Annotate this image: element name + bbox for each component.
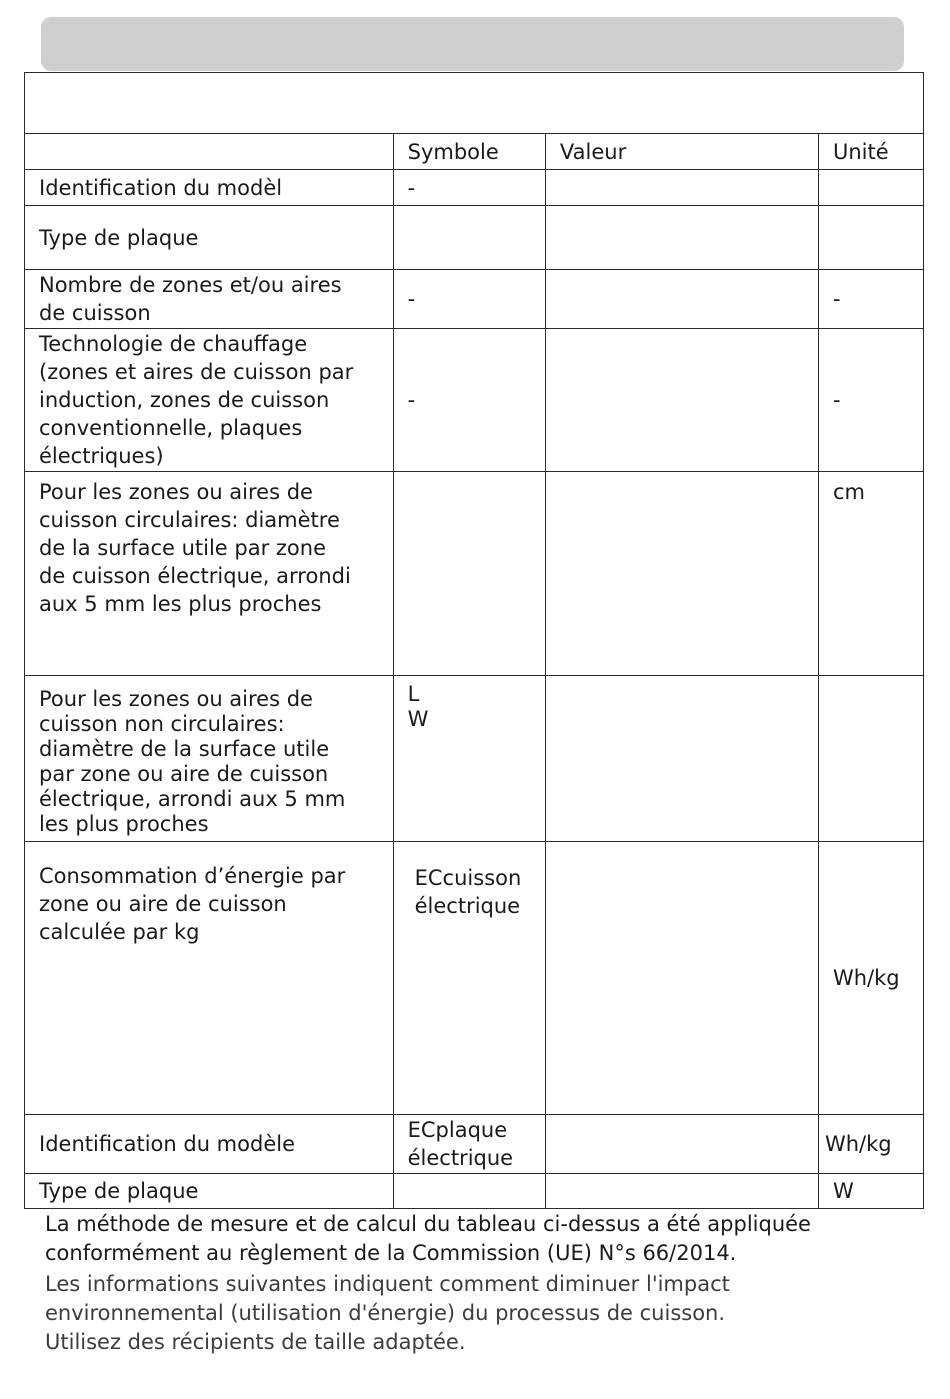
row-symbol: ECplaque électrique [393, 1115, 545, 1174]
row-unit: cm [818, 472, 923, 676]
row-label: Pour les zones ou aires de cuisson circulaires: diamètre de la surface utile par zone de cuisson électrique, arrondi aux 5 mm les plus proches [25, 472, 394, 676]
row-value [545, 270, 818, 329]
row-value [545, 206, 818, 270]
row-unit: - [818, 329, 923, 472]
row-value [545, 842, 818, 1115]
table-header-row [25, 134, 924, 170]
row-unit [818, 206, 923, 270]
row-symbol [393, 206, 545, 270]
header-symbol: Symbole [393, 134, 545, 170]
row-value [545, 676, 818, 842]
row-symbol: - [393, 270, 545, 329]
row-unit: W [818, 1174, 923, 1209]
table-row [25, 1115, 924, 1174]
row-label: Type de plaque [25, 206, 394, 270]
row-unit: - [818, 270, 923, 329]
row-symbol: - [393, 170, 545, 206]
row-label: Nombre de zones et/ou aires de cuisson [25, 270, 394, 329]
measurement-note: La méthode de mesure et de calcul du tableau ci-dessus a été appliquée conformément au règlement de la Commission (UE) N°s 66/2014. [45, 1212, 811, 1265]
row-value [545, 1174, 818, 1209]
row-value [545, 472, 818, 676]
row-symbol: ECcuisson électrique [393, 842, 545, 1115]
row-label: Identification du modèl [25, 170, 394, 206]
table-title [25, 73, 924, 134]
table-row [25, 170, 924, 206]
product-info-table [24, 72, 924, 1209]
energy-saving-note: Les informations suivantes indiquent comment diminuer l'impact environnemental (utilisation d'énergie) du processus de cuisson. Utilisez des récipients de taille adaptée. [45, 1272, 730, 1354]
header-unit: Unité [818, 134, 923, 170]
row-symbol: - [393, 329, 545, 472]
row-label: Technologie de chauffage (zones et aires de cuisson par induction, zones de cuisson conventionnelle, plaques électriques) [25, 329, 394, 472]
row-value [545, 329, 818, 472]
table-row [25, 270, 924, 329]
row-unit [818, 170, 923, 206]
row-value [545, 170, 818, 206]
table-row [25, 472, 924, 676]
row-unit: Wh/kg [818, 1115, 923, 1174]
row-unit: Wh/kg [818, 842, 923, 1115]
row-symbol [393, 472, 545, 676]
table-row [25, 842, 924, 1115]
table-row [25, 1174, 924, 1209]
row-symbol: L W [393, 676, 545, 842]
header-label [25, 134, 394, 170]
table-title-row [25, 73, 924, 134]
row-value [545, 1115, 818, 1174]
row-label: Pour les zones ou aires de cuisson non circulaires: diamètre de la surface utile par zone ou aire de cuisson électrique, arrondi aux 5 mm les plus proches [25, 676, 394, 842]
row-label: Consommation d’énergie par zone ou aire de cuisson calculée par kg [25, 842, 394, 1115]
table-row [25, 329, 924, 472]
row-symbol [393, 1174, 545, 1209]
table-row [25, 676, 924, 842]
row-label: Identification du modèle [25, 1115, 394, 1174]
header-bar [41, 17, 904, 71]
table-row [25, 206, 924, 270]
header-value: Valeur [545, 134, 818, 170]
row-unit [818, 676, 923, 842]
row-label: Type de plaque [25, 1174, 394, 1209]
